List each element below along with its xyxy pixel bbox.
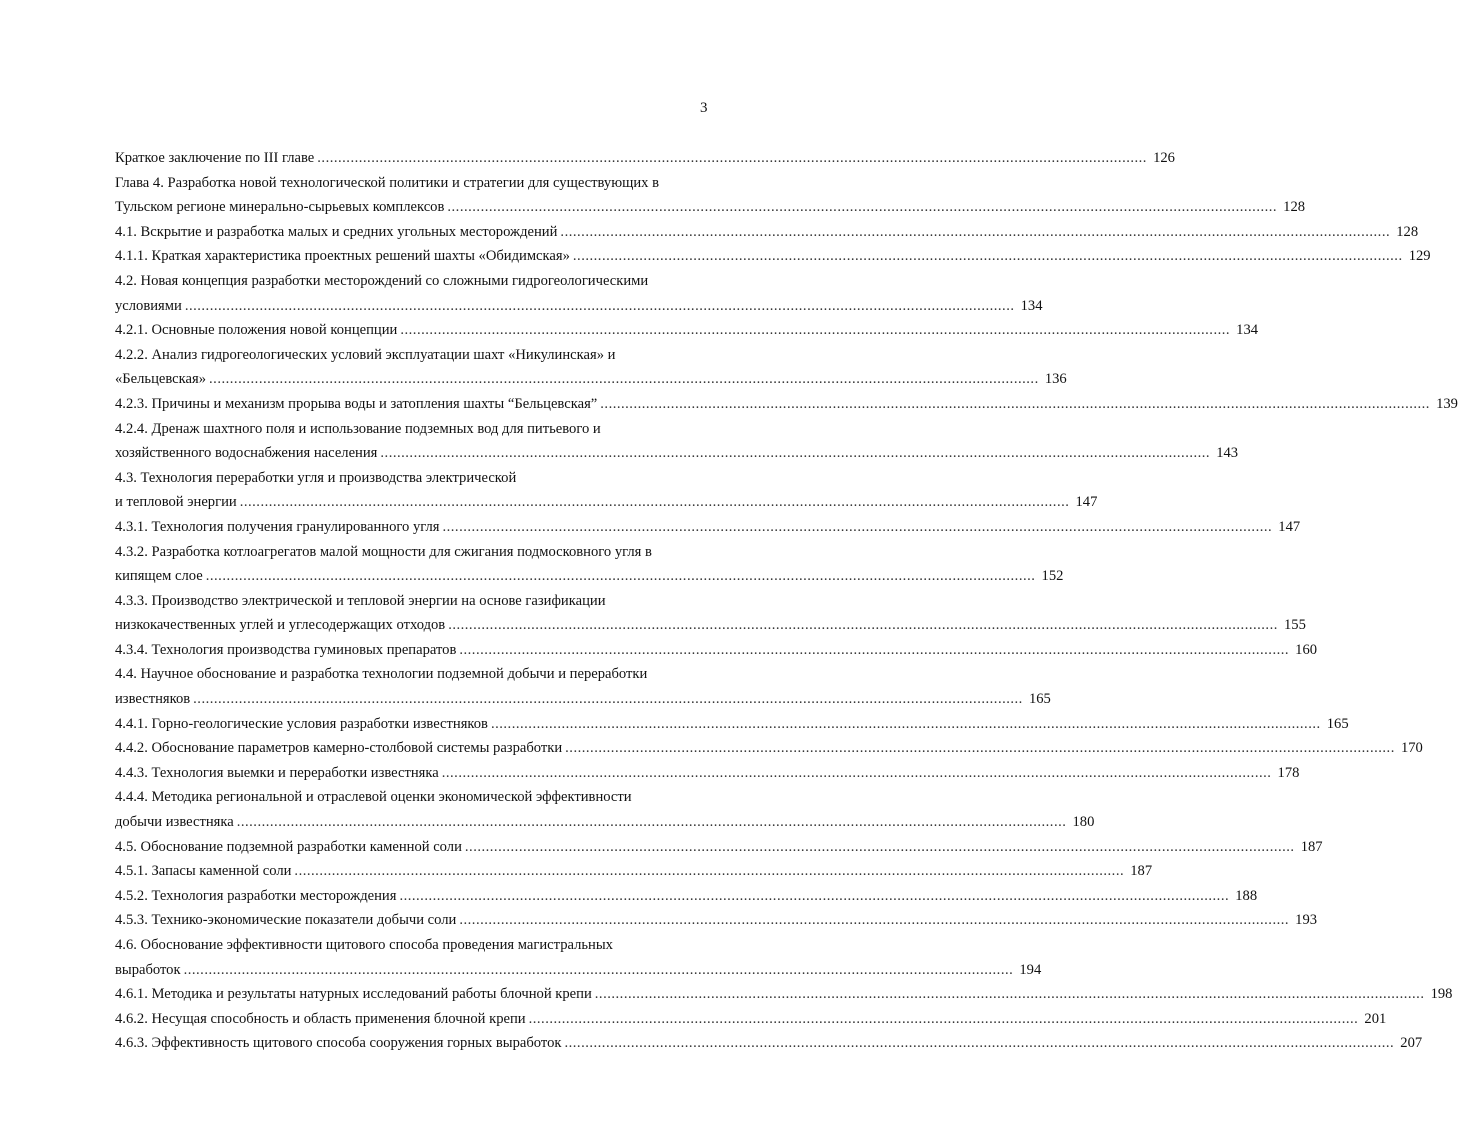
- toc-entry-title: 4.4.4. Методика региональной и отраслевой оценки экономической эффективности: [115, 789, 632, 806]
- toc-entry-title: 4.2.4. Дренаж шахтного поля и использование подземных вод для питьевого и: [115, 420, 601, 437]
- toc-page-number: 160: [1295, 641, 1318, 658]
- toc-leader-dots: ........................................................................................................................................................................................................: [528, 1010, 1359, 1027]
- toc-line: [115, 146, 1175, 171]
- toc-line: [115, 982, 1453, 1007]
- toc-line: [115, 269, 711, 294]
- toc-entry-title: Тульском регионе минерально-сырьевых комплексов: [115, 199, 445, 216]
- toc-entry-title: выработок: [115, 961, 181, 978]
- toc-entry: [115, 269, 1043, 318]
- toc-leader-dots: ........................................................................................................................................................................................................: [447, 199, 1278, 216]
- toc-entry-title: кипящем слое: [115, 568, 203, 585]
- toc-entry-title: известняков: [115, 691, 191, 708]
- toc-line: [115, 859, 1153, 884]
- toc-entry-title: 4.5.3. Технико-экономические показатели добычи соли: [115, 912, 457, 929]
- toc-leader-dots: ........................................................................................................................................................................................................: [317, 150, 1147, 166]
- toc-page-number: 188: [1235, 887, 1258, 904]
- toc-entry: [115, 662, 1051, 711]
- toc-entry: [115, 1031, 1423, 1056]
- toc-page-number: 147: [1278, 518, 1301, 535]
- toc-entry-title: 4.4.3. Технология выемки и переработки известняка: [115, 764, 439, 781]
- toc-page-number: 134: [1236, 322, 1259, 339]
- toc-line: [115, 540, 711, 565]
- toc-entry-title: 4.6.2. Несущая способность и область применения блочной крепи: [115, 1010, 526, 1027]
- toc-leader-dots: ........................................................................................................................................................................................................: [459, 912, 1290, 929]
- toc-page-number: 147: [1075, 494, 1098, 511]
- toc-page-number: 165: [1028, 691, 1051, 708]
- toc-entry: [115, 343, 1067, 392]
- toc-leader-dots: ........................................................................................................................................................................................................: [183, 961, 1014, 978]
- toc-line: [115, 490, 1098, 515]
- toc-entry-title: 4.5.1. Запасы каменной соли: [115, 863, 292, 880]
- toc-entry: [115, 392, 1458, 417]
- toc-leader-dots: ........................................................................................................................................................................................................: [236, 814, 1067, 831]
- toc-page-number: 193: [1295, 912, 1318, 929]
- toc-entry: [115, 515, 1301, 540]
- toc-entry-title: 4.5.2. Технология разработки месторождения: [115, 887, 397, 904]
- toc-entry-title: 4.1.1. Краткая характеристика проектных решений шахты «Обидимская»: [115, 248, 570, 265]
- toc-line: [115, 835, 1323, 860]
- toc-line: [115, 244, 1431, 269]
- toc-leader-dots: ........................................................................................................................................................................................................: [399, 887, 1230, 904]
- toc-line: [115, 761, 1300, 786]
- toc-page-number: 178: [1277, 764, 1300, 781]
- toc-page-number: 152: [1041, 568, 1064, 585]
- toc-line: [115, 712, 1349, 737]
- toc-entry: [115, 835, 1323, 860]
- toc-entry-title: 4.2.2. Анализ гидрогеологических условий эксплуатации шахт «Никулинская» и: [115, 346, 616, 363]
- toc-page-number: 129: [1408, 248, 1431, 265]
- toc-entry-title: 4.6.3. Эффективность щитового способа сооружения горных выработок: [115, 1035, 562, 1052]
- toc-entry-title: «Бельцевская»: [115, 371, 207, 388]
- toc-line: [115, 343, 711, 368]
- page-number: 3: [700, 100, 708, 116]
- toc-leader-dots: ........................................................................................................................................................................................................: [600, 395, 1430, 412]
- toc-entry: [115, 171, 1306, 220]
- toc-page-number: 201: [1364, 1010, 1387, 1027]
- toc-leader-dots: ........................................................................................................................................................................................................: [490, 715, 1321, 732]
- toc-entry: [115, 146, 1175, 171]
- toc-page-number: 198: [1430, 986, 1453, 1003]
- toc-page-number: 136: [1044, 371, 1067, 388]
- toc-leader-dots: ........................................................................................................................................................................................................: [560, 223, 1391, 240]
- toc-page-number: 155: [1283, 617, 1306, 634]
- toc-line: [115, 171, 711, 196]
- toc-line: [115, 564, 1064, 589]
- toc-entry: [115, 761, 1300, 786]
- toc-line: [115, 392, 1458, 417]
- toc-line: [115, 810, 1095, 835]
- toc-page-number: 126: [1153, 150, 1175, 166]
- toc-leader-dots: ........................................................................................................................................................................................................: [594, 986, 1425, 1003]
- toc-leader-dots: ........................................................................................................................................................................................................: [464, 838, 1295, 855]
- toc-entry-title: 4.3.1. Технология получения гранулированного угля: [115, 518, 440, 535]
- toc-entry: [115, 908, 1318, 933]
- toc-line: [115, 884, 1258, 909]
- toc-leader-dots: ........................................................................................................................................................................................................: [448, 617, 1278, 634]
- toc-line: [115, 441, 1239, 466]
- toc-entry-title: 4.5. Обоснование подземной разработки каменной соли: [115, 838, 462, 855]
- toc-entry: [115, 540, 1064, 589]
- toc-entry: [115, 736, 1423, 761]
- toc-page-number: 139: [1436, 395, 1458, 412]
- toc-line: [115, 908, 1318, 933]
- toc-leader-dots: ........................................................................................................................................................................................................: [193, 691, 1023, 708]
- toc-entry-title: 4.4. Научное обоснование и разработка технологии подземной добычи и переработки: [115, 666, 648, 683]
- toc-leader-dots: ........................................................................................................................................................................................................: [459, 641, 1290, 658]
- toc-page-number: 187: [1130, 863, 1153, 880]
- toc-entry: [115, 982, 1453, 1007]
- toc-entry: [115, 712, 1349, 737]
- toc-leader-dots: ........................................................................................................................................................................................................: [442, 518, 1273, 535]
- toc-leader-dots: ........................................................................................................................................................................................................: [239, 494, 1070, 511]
- toc-page-number: 134: [1020, 297, 1043, 314]
- toc-entry-title: 4.3. Технология переработки угля и производства электрической: [115, 469, 517, 486]
- table-of-contents: [115, 146, 1458, 1056]
- toc-line: [115, 958, 1042, 983]
- toc-entry-title: 4.2.3. Причины и механизм прорыва воды и затопления шахты “Бельцевская”: [115, 395, 598, 412]
- toc-entry-title: добычи известняка: [115, 814, 234, 831]
- toc-entry-title: Глава 4. Разработка новой технологической политики и стратегии для существующих в: [115, 174, 660, 191]
- toc-leader-dots: ........................................................................................................................................................................................................: [572, 248, 1403, 265]
- toc-entry-title: низкокачественных углей и углесодержащих отходов: [115, 617, 446, 634]
- toc-page-number: 207: [1400, 1035, 1423, 1052]
- toc-entry: [115, 417, 1239, 466]
- toc-page-number: 143: [1216, 445, 1239, 462]
- toc-leader-dots: ........................................................................................................................................................................................................: [380, 445, 1211, 462]
- toc-line: [115, 367, 1067, 392]
- toc-page-number: 128: [1283, 199, 1306, 216]
- toc-entry: [115, 1007, 1387, 1032]
- toc-entry: [115, 318, 1259, 343]
- toc-line: [115, 515, 1301, 540]
- toc-line: [115, 736, 1423, 761]
- toc-entry-title: 4.4.2. Обоснование параметров камерно-столбовой системы разработки: [115, 740, 563, 757]
- toc-line: [115, 1007, 1387, 1032]
- toc-leader-dots: ........................................................................................................................................................................................................: [294, 863, 1125, 880]
- toc-line: [115, 220, 1419, 245]
- toc-leader-dots: ........................................................................................................................................................................................................: [441, 764, 1272, 781]
- toc-leader-dots: ........................................................................................................................................................................................................: [205, 568, 1036, 585]
- toc-line: [115, 785, 711, 810]
- toc-page-number: 128: [1396, 223, 1419, 240]
- toc-leader-dots: ........................................................................................................................................................................................................: [565, 740, 1395, 757]
- toc-entry: [115, 244, 1431, 269]
- toc-line: [115, 687, 1051, 712]
- toc-line: [115, 662, 711, 687]
- toc-line: [115, 294, 1043, 319]
- toc-line: [115, 195, 1306, 220]
- toc-entry: [115, 785, 1095, 834]
- toc-entry: [115, 933, 1042, 982]
- toc-page-number: 165: [1326, 715, 1349, 732]
- toc-leader-dots: ........................................................................................................................................................................................................: [400, 322, 1231, 339]
- toc-leader-dots: ........................................................................................................................................................................................................: [184, 297, 1015, 314]
- toc-entry: [115, 884, 1258, 909]
- toc-entry-title: 4.6.1. Методика и результаты натурных исследований работы блочной крепи: [115, 986, 592, 1003]
- toc-entry: [115, 589, 1306, 638]
- toc-line: [115, 589, 711, 614]
- toc-line: [115, 933, 711, 958]
- toc-leader-dots: ........................................................................................................................................................................................................: [209, 371, 1039, 388]
- toc-entry-title: хозяйственного водоснабжения населения: [115, 445, 378, 462]
- toc-entry-title: 4.3.4. Технология производства гуминовых препаратов: [115, 641, 457, 658]
- toc-line: [115, 318, 1259, 343]
- toc-entry-title: 4.2.1. Основные положения новой концепции: [115, 322, 398, 339]
- toc-leader-dots: ........................................................................................................................................................................................................: [564, 1035, 1395, 1052]
- toc-entry-title: 4.2. Новая концепция разработки месторождений со сложными гидрогеологическими: [115, 272, 649, 289]
- toc-page-number: 180: [1072, 814, 1095, 831]
- toc-entry-title: 4.3.3. Производство электрической и тепловой энергии на основе газификации: [115, 592, 606, 609]
- toc-line: [115, 638, 1318, 663]
- toc-entry-title: 4.6. Обоснование эффективности щитового способа проведения магистральных: [115, 937, 613, 953]
- toc-entry-title: 4.1. Вскрытие и разработка малых и средних угольных месторождений: [115, 223, 558, 240]
- toc-line: [115, 1031, 1423, 1056]
- toc-line: [115, 466, 711, 491]
- toc-page-number: 187: [1300, 838, 1323, 855]
- toc-entry: [115, 466, 1098, 515]
- toc-entry: [115, 220, 1419, 245]
- toc-entry: [115, 638, 1318, 663]
- toc-entry: [115, 859, 1153, 884]
- toc-entry-title: 4.3.2. Разработка котлоагрегатов малой мощности для сжигания подмосковного угля в: [115, 543, 652, 560]
- toc-line: [115, 613, 1306, 638]
- toc-line: [115, 417, 711, 442]
- toc-entry-title: Краткое заключение по III главе: [115, 150, 315, 166]
- toc-page-number: 194: [1019, 961, 1042, 978]
- toc-page-number: 170: [1400, 740, 1423, 757]
- toc-entry-title: 4.4.1. Горно-геологические условия разработки известняков: [115, 715, 488, 732]
- toc-entry-title: и тепловой энергии: [115, 494, 237, 511]
- toc-entry-title: условиями: [115, 297, 182, 314]
